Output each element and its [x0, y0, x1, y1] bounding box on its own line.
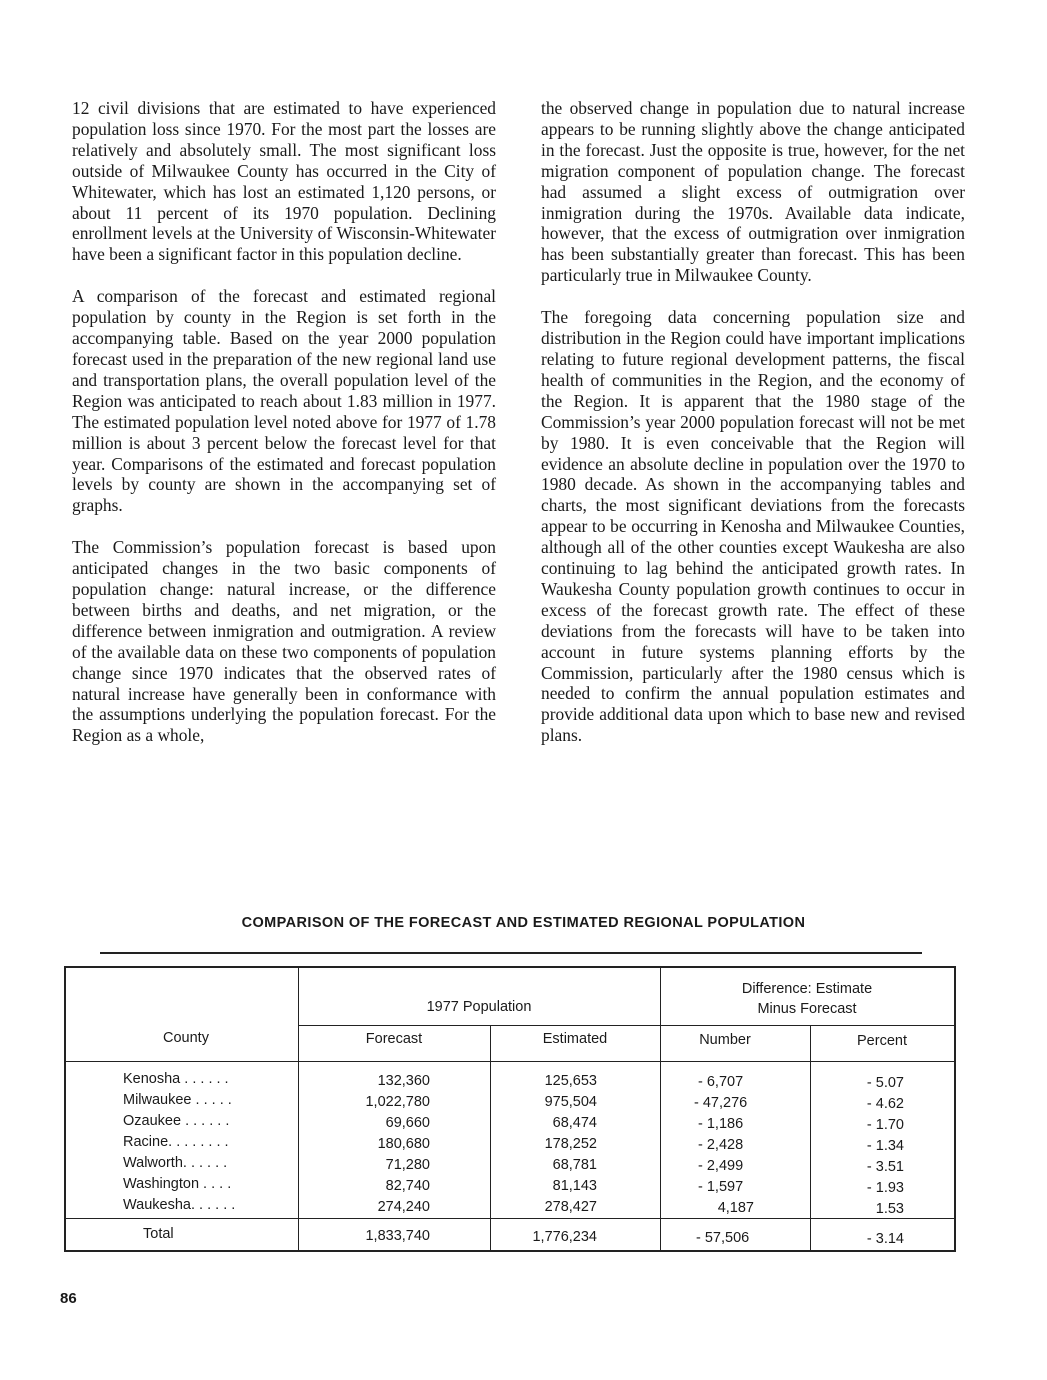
county-cell: Racine. . . . . . . . — [123, 1134, 229, 1150]
header-number: Number — [699, 1032, 751, 1048]
table-divider — [66, 1061, 954, 1062]
header-county: County — [163, 1030, 209, 1046]
total-label: Total — [143, 1226, 174, 1242]
population-table — [64, 966, 956, 1252]
total-number: - 57,506 — [696, 1230, 750, 1246]
estimated-cell: 125,653 — [544, 1073, 597, 1089]
county-cell: Kenosha . . . . . . — [123, 1071, 229, 1087]
header-difference-line1: Difference: Estimate — [741, 981, 873, 997]
estimated-cell: 68,474 — [552, 1115, 597, 1131]
percent-cell: - 3.51 — [866, 1159, 904, 1175]
page-number: 86 — [60, 1290, 77, 1307]
number-cell: - 1,186 — [698, 1116, 744, 1132]
county-cell: Washington . . . . — [123, 1176, 232, 1192]
number-cell: - 6,707 — [698, 1074, 744, 1090]
county-cell: Waukesha. . . . . . — [123, 1197, 236, 1213]
header-1977-population: 1977 Population — [426, 999, 532, 1015]
county-cell: Ozaukee . . . . . . — [123, 1113, 230, 1129]
forecast-cell: 82,740 — [385, 1178, 430, 1194]
county-cell: Milwaukee . . . . . — [123, 1092, 232, 1108]
total-estimated: 1,776,234 — [532, 1229, 597, 1245]
estimated-cell: 278,427 — [544, 1199, 597, 1215]
right-text-column — [541, 98, 965, 767]
percent-cell: - 5.07 — [866, 1075, 904, 1091]
table-title: COMPARISON OF THE FORECAST AND ESTIMATED REGIONAL POPULATION — [241, 915, 806, 931]
percent-cell: - 4.62 — [866, 1096, 904, 1112]
paragraph: The Commission’s population forecast is based upon anticipated changes in the two basic components of population change: natural increase, or the difference between births and deaths, and net migration, or the difference between inmigration and outmigration. A review of the available data on these two components of population change since 1970 indicates that the observed rates of natural increase have generally been in conformance with the assumptions underlying the population forecast. For the Region as a whole, — [72, 537, 496, 746]
header-estimated: Estimated — [542, 1031, 608, 1047]
paragraph: 12 civil divisions that are estimated to have experienced population loss since 1970. For the most part the losses are relatively and absolutely small. The most significant loss outside of Milwaukee County has occurred in the City of Whitewater, which has lost an estimated 1,120 persons, or about 11 percent of its 1970 population. Declining enrollment levels at the University of Wisconsin-Whitewater have been a significant factor in this population decline. — [72, 98, 496, 265]
table-divider — [298, 1025, 954, 1026]
paragraph: A comparison of the forecast and estimated regional population by county in the Region is set forth in the accompanying table. Based on the year 2000 population forecast used in the preparation of the new regional land use and transportation plans, the overall population level of the Region was anticipated to reach about 1.83 million in 1977. The estimated population level noted above for 1977 of 1.78 million is about 3 percent below the forecast level for that year. Comparisons of the estimated and forecast population levels by county are shown in the accompanying set of graphs. — [72, 286, 496, 516]
estimated-cell: 68,781 — [552, 1157, 597, 1173]
header-difference-line2: Minus Forecast — [757, 1001, 857, 1017]
number-cell: - 1,597 — [698, 1179, 744, 1195]
forecast-cell: 274,240 — [377, 1199, 430, 1215]
county-cell: Walworth. . . . . . — [123, 1155, 228, 1171]
paragraph: The foregoing data concerning population size and distribution in the Region could have important implications relating to future regional development patterns, the fiscal health of communities in the Region, and the economy of the Region. It is apparent that the 1980 stage of the Commission’s year 2000 population forecast will not be met by 1980. It is even conceivable that the Region will evidence an absolute decline in population over the 1970 to 1980 decade. As shown in the accompanying tables and charts, the most significant deviations from the forecasts appear to be occurring in Kenosha and Milwaukee Counties, although all of the other counties except Waukesha are also continuing to lag behind the anticipated growth rates. In Waukesha County population growth continues to occur in excess of the forecast growth rate. The effect of these deviations from the forecasts will have to be taken into account in future systems planning efforts by the Commission, particularly after the 1980 census which is needed to confirm the annual population estimates and provide additional data upon which to base new and revised plans. — [541, 307, 965, 746]
forecast-cell: 180,680 — [377, 1136, 430, 1152]
forecast-cell: 132,360 — [377, 1073, 430, 1089]
estimated-cell: 178,252 — [544, 1136, 597, 1152]
title-rule — [100, 952, 922, 954]
header-forecast: Forecast — [365, 1031, 423, 1047]
percent-cell: - 1.34 — [866, 1138, 904, 1154]
estimated-cell: 975,504 — [544, 1094, 597, 1110]
number-cell: - 2,428 — [698, 1137, 744, 1153]
number-cell: 4,187 — [717, 1200, 754, 1216]
number-cell: - 47,276 — [694, 1095, 748, 1111]
forecast-cell: 69,660 — [385, 1115, 430, 1131]
header-percent: Percent — [857, 1033, 907, 1049]
total-percent: - 3.14 — [866, 1231, 904, 1247]
total-forecast: 1,833,740 — [365, 1228, 430, 1244]
table-divider — [66, 1218, 954, 1219]
number-cell: - 2,499 — [698, 1158, 744, 1174]
estimated-cell: 81,143 — [552, 1178, 597, 1194]
percent-cell: - 1.70 — [866, 1117, 904, 1133]
forecast-cell: 71,280 — [385, 1157, 430, 1173]
percent-cell: 1.53 — [875, 1201, 904, 1217]
forecast-cell: 1,022,780 — [365, 1094, 430, 1110]
percent-cell: - 1.93 — [866, 1180, 904, 1196]
left-text-column — [72, 98, 496, 767]
paragraph: the observed change in population due to natural increase appears to be running slightly above the change anticipated in the forecast. Just the opposite is true, however, for the net migration component of population change. The forecast had assumed a slight excess of outmigration over inmigration during the 1970s. Available data indicate, however, that the excess of outmigration over inmigration has been substantially greater than forecast. This has been particularly true in Milwaukee County. — [541, 98, 965, 286]
